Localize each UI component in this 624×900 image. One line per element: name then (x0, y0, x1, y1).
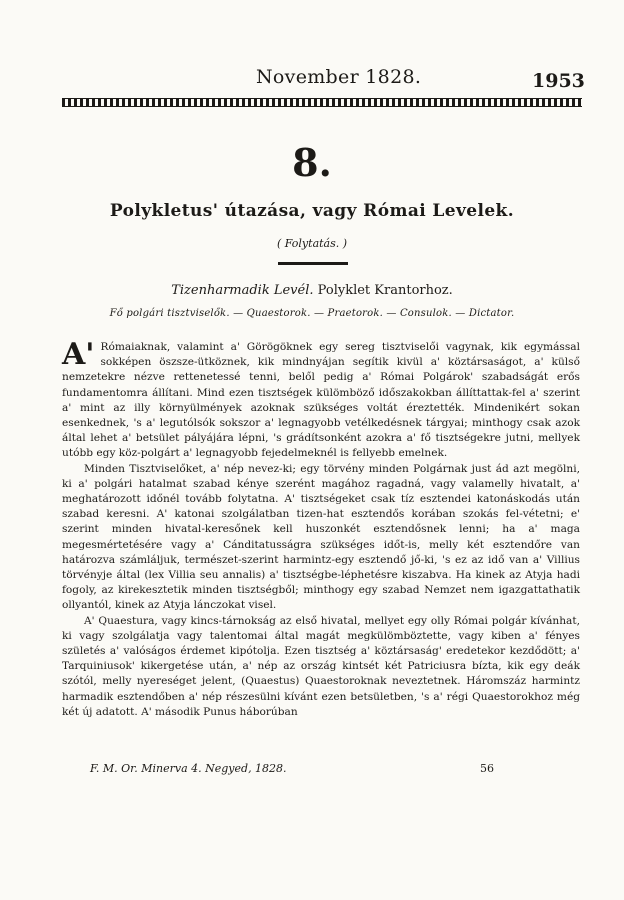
title-divider (278, 262, 348, 265)
section-number: 8. (292, 140, 332, 185)
decorative-rule (62, 98, 582, 107)
article-body (62, 337, 580, 720)
letter-topics: Fő polgári tisztviselők. — Quaestorok. — Praetorok. — Consulok. — Dictator. (109, 308, 515, 319)
paragraph-2: Minden Tisztviselőket, a' nép nevez-ki; egy törvény minden Polgárnak just ád azt megölni, ki a' polgári hatalmat szabad kénye szerént magához ragadná, vagy valamelly hivatalt, a' meghatározott időnél tovább folytatna. A' tisztségeket csak tíz esztendei katonáskodás után szabad keresni. A' katonai szolgálatban tizen-hat esztendős korában szokás fel-vétetni; e' szerint minden hivatal-keresőnek kell huszonkét esztendősnek lenni; ha a' maga megesmértetésére vagy a' Cánditatusságra szükséges időt-is, melly két esztendőre van határozva számláljuk, természet-szerint harmintz-egy esztendő jő-ki, 's ez az idő van a' Villius törvényje által (lex Villia seu annalis) a' tisztségbe-léphetésre kiszabva. Ha kinek az Atyja hadi fogoly, az kirekesztetik minden tisztségből; minthogy egy szabad Nemzet nem igazgattathatik ollyantól, kinek az Atyja lánczokat visel. (62, 462, 580, 612)
drop-cap: A' (62, 337, 95, 372)
paragraph-1-text: Rómaiaknak, valamint a' Görögöknek egy sereg tisztviselői vagynak, kik egymással sokképen öszsze-ütköznek, kik mindnyájan segítik kivül a' köztársaságot, a' külső nemzetekre nézve rettenetessé tenni, belől pedig a' Római Polgárok' szabadságát erős fundamentomra állítani. Mind ezen tisztségek külömböző időszakokban állíttattak-fel a' szerint a' mint az illy környülmények azoknak szükséges voltát éreztették. Mindenikért sokan esenkednek, 's a' legutólsók sokszor a' legnagyobb vetélkedésnek tárgyai; minthogy csak azok által lehet a' betsület pályájára lépni, 's grádítsonként azokra a' fő tisztségekre jutni, mellyek utóbb egy köz-polgárt a' legnagyobb fejedelmeknél is fellyebb emelnek. (62, 341, 580, 460)
footer-source: F. M. Or. Minerva 4. Negyed, 1828. (90, 762, 287, 775)
article-subtitle: ( Folytatás. ) (276, 237, 348, 250)
paragraph-3: A' Quaestura, vagy kincs-tárnokság az első hivatal, mellyet egy olly Római polgár kívánhat, ki vagy szolgálatja vagy talentomai által magát megkülömböztette, vagy kiben a' fényes születés a' valóságos érdemet kipótolja. Ezen tisztség a' köztársaság' eredetekor kezdődött; a' Tarquiniusok' kikergetése után, a' nép az ország kintsét két Patriciusra bízta, kik egy deák szótól, melly nyereséget jelent, (Quaestus) Quaestoroknak neveztetnek. Háromszáz harmintz harmadik esztendőben a' nép részesülni kívánt ezen betsületben, 's a' régi Quaestorokhoz még két új adatott. A' második Punus háborúban (62, 614, 580, 718)
letter-heading (0, 283, 624, 298)
paragraph-1 (62, 337, 580, 462)
letter-addressee: Polyklet Krantorhoz. (317, 283, 453, 298)
page-number: 1953 (532, 70, 585, 92)
article-title: Polykletus' útazása, vagy Római Levelek. (109, 201, 515, 221)
running-head-date: November 1828. (256, 66, 422, 88)
footer-sheet-number: 56 (480, 762, 494, 775)
letter-number: Tizenharmadik Levél. (171, 283, 314, 298)
